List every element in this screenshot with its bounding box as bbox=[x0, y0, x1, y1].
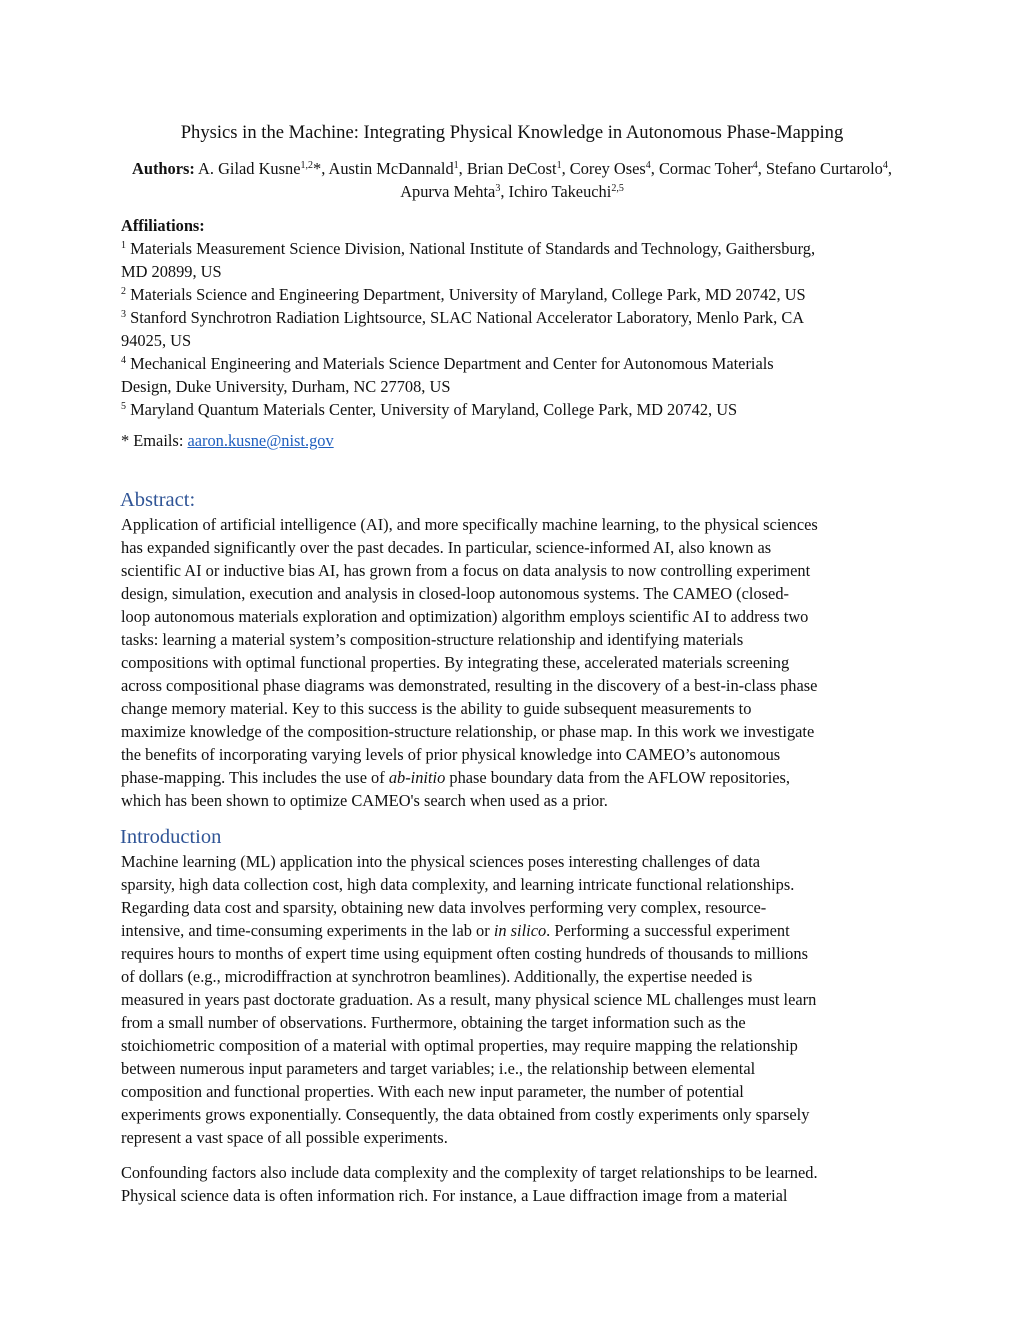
author-sup: 3 bbox=[495, 183, 501, 194]
affiliation-text: Maryland Quantum Materials Center, University of Maryland, College Park, MD 20742, US bbox=[130, 400, 738, 419]
abstract-heading: Abstract: bbox=[120, 489, 196, 511]
text-line: loop autonomous materials exploration and optimization) algorithm employs scientific AI to address two bbox=[121, 607, 809, 626]
text-run: phase boundary data from the AFLOW repositories, bbox=[445, 768, 791, 787]
affiliation-num: 3 bbox=[121, 309, 126, 320]
affiliation-line bbox=[121, 237, 911, 260]
text-line: from a small number of observations. Furthermore, obtaining the target information such as the bbox=[121, 1013, 746, 1032]
text-line: change memory material. Key to this success is the ability to guide subsequent measurements to bbox=[121, 699, 752, 718]
text-line: has expanded significantly over the past decades. In particular, science-informed AI, also known as bbox=[121, 538, 772, 557]
text-line: maximize knowledge of the composition-structure relationship, or phase map. In this work we investigate bbox=[121, 722, 815, 741]
text-line: the benefits of incorporating varying levels of prior physical knowledge into CAMEO’s autonomous bbox=[121, 745, 781, 764]
text-line bbox=[121, 919, 921, 942]
text-line: sparsity, high data collection cost, high data complexity, and learning intricate functional relationships. bbox=[121, 875, 795, 894]
author-name: Apurva Mehta bbox=[400, 182, 496, 201]
author-name: A. Gilad Kusne bbox=[198, 159, 301, 178]
author-sup: 1 bbox=[453, 160, 459, 171]
text-line: Application of artificial intelligence (AI), and more specifically machine learning, to the physical sciences bbox=[121, 515, 818, 534]
author-sup: 4 bbox=[645, 160, 651, 171]
emails-line bbox=[121, 429, 334, 452]
text-line: compositions with optimal functional properties. By integrating these, accelerated materials screening bbox=[121, 653, 790, 672]
author-name: Stefano Curtarolo bbox=[765, 159, 883, 178]
text-line: Physical science data is often information rich. For instance, a Laue diffraction image from a material bbox=[121, 1186, 788, 1205]
introduction-paragraph bbox=[121, 850, 921, 1149]
author-sup: 1 bbox=[556, 160, 562, 171]
text-line: between numerous input parameters and target variables; i.e., the relationship between elemental bbox=[121, 1059, 756, 1078]
corresponding-mark: * bbox=[312, 159, 322, 178]
author-sup: 1,2 bbox=[300, 160, 313, 171]
text-line: stoichiometric composition of a material with optimal properties, may require mapping the relationship bbox=[121, 1036, 798, 1055]
email-link[interactable]: aaron.kusne@nist.gov bbox=[187, 431, 334, 450]
affiliation-num: 1 bbox=[121, 240, 126, 251]
affiliations-label: Affiliations: bbox=[121, 216, 205, 235]
text-line: of dollars (e.g., microdiffraction at synchrotron beamlines). Additionally, the expertise needed is bbox=[121, 967, 753, 986]
text-line: scientific AI or inductive bias AI, has grown from a focus on data analysis to now controlling experiment bbox=[121, 561, 811, 580]
author-name: Austin McDannald bbox=[328, 159, 454, 178]
affiliation-text: Stanford Synchrotron Radiation Lightsource, SLAC National Accelerator Laboratory, Menlo Park, CA bbox=[130, 308, 805, 327]
affiliation-line bbox=[121, 260, 911, 283]
affiliation-num: 5 bbox=[121, 401, 126, 412]
affiliation-line bbox=[121, 283, 911, 306]
author-name: Cormac Toher bbox=[659, 159, 753, 178]
affiliation-text: Mechanical Engineering and Materials Science Department and Center for Autonomous Materials bbox=[130, 354, 774, 373]
affiliation-text: Materials Science and Engineering Department, University of Maryland, College Park, MD 20742, US bbox=[130, 285, 806, 304]
text-line: measured in years past doctorate graduation. As a result, many physical science ML challenges must learn bbox=[121, 990, 817, 1009]
abstract-paragraph bbox=[121, 513, 921, 812]
emails-label: * Emails: bbox=[121, 431, 188, 450]
affiliation-text: Materials Measurement Science Division, National Institute of Standards and Technology, Gaithersburg, bbox=[130, 239, 816, 258]
affiliations-block bbox=[121, 214, 911, 421]
text-line: Regarding data cost and sparsity, obtaining new data involves performing very complex, resource- bbox=[121, 898, 767, 917]
text-line: composition and functional properties. With each new input parameter, the number of potential bbox=[121, 1082, 744, 1101]
text-line: requires hours to months of expert time using equipment often costing hundreds of thousands to millions bbox=[121, 944, 808, 963]
affiliation-text: 94025, US bbox=[121, 331, 192, 350]
text-line: represent a vast space of all possible experiments. bbox=[121, 1128, 448, 1147]
affiliation-line bbox=[121, 306, 911, 329]
italic-term: in silico bbox=[493, 921, 547, 940]
text-line bbox=[121, 766, 921, 789]
affiliation-text: MD 20899, US bbox=[121, 262, 222, 281]
author-sup: 2,5 bbox=[611, 183, 624, 194]
text-line: Machine learning (ML) application into the physical sciences poses interesting challenges of data bbox=[121, 852, 761, 871]
affiliation-text: Design, Duke University, Durham, NC 27708, US bbox=[121, 377, 451, 396]
text-line: tasks: learning a material system’s composition-structure relationship and identifying materials bbox=[121, 630, 744, 649]
affiliation-line bbox=[121, 329, 911, 352]
text-run: intensive, and time-consuming experiments in the lab or bbox=[121, 921, 494, 940]
affiliation-num: 4 bbox=[121, 355, 126, 366]
text-line: across compositional phase diagrams was demonstrated, resulting in the discovery of a best-in-class phase bbox=[121, 676, 818, 695]
text-line: experiments grows exponentially. Consequently, the data obtained from costly experiments only sparsely bbox=[121, 1105, 810, 1124]
authors-label: Authors: bbox=[132, 159, 195, 178]
text-line: which has been shown to optimize CAMEO's search when used as a prior. bbox=[121, 791, 608, 810]
affiliation-line bbox=[121, 398, 911, 421]
introduction-heading: Introduction bbox=[120, 826, 222, 848]
italic-term: ab-initio bbox=[388, 768, 446, 787]
affiliation-line bbox=[121, 375, 911, 398]
author-list: Authors: A. Gilad Kusne$^{1,2}$*, Austin McDannald$^1$, Brian DeCost$^1$, Corey Oses$^4$, Cormac Toher$^4$, Stefano Curtarolo$^4$, Apurva Mehta$^3$, Ichiro Takeuchi$^{2,5}$ bbox=[132, 159, 892, 201]
affiliation-line bbox=[121, 352, 911, 375]
author-name: Ichiro Takeuchi bbox=[508, 182, 612, 201]
text-run: . Performing a successful experiment bbox=[546, 921, 790, 940]
author-sup: 4 bbox=[882, 160, 888, 171]
affiliation-num: 2 bbox=[121, 286, 126, 297]
author-name: Brian DeCost bbox=[466, 159, 557, 178]
text-line: Confounding factors also include data complexity and the complexity of target relationships to be learned. bbox=[121, 1163, 818, 1182]
introduction-paragraph-2 bbox=[121, 1161, 921, 1207]
author-name: Corey Oses bbox=[569, 159, 646, 178]
text-run: phase-mapping. This includes the use of bbox=[121, 768, 389, 787]
author-sup: 4 bbox=[752, 160, 758, 171]
text-line: design, simulation, execution and analysis in closed-loop autonomous systems. The CAMEO (closed- bbox=[121, 584, 789, 603]
paper-title: Physics in the Machine: Integrating Physical Knowledge in Autonomous Phase-Mapping bbox=[180, 122, 844, 143]
